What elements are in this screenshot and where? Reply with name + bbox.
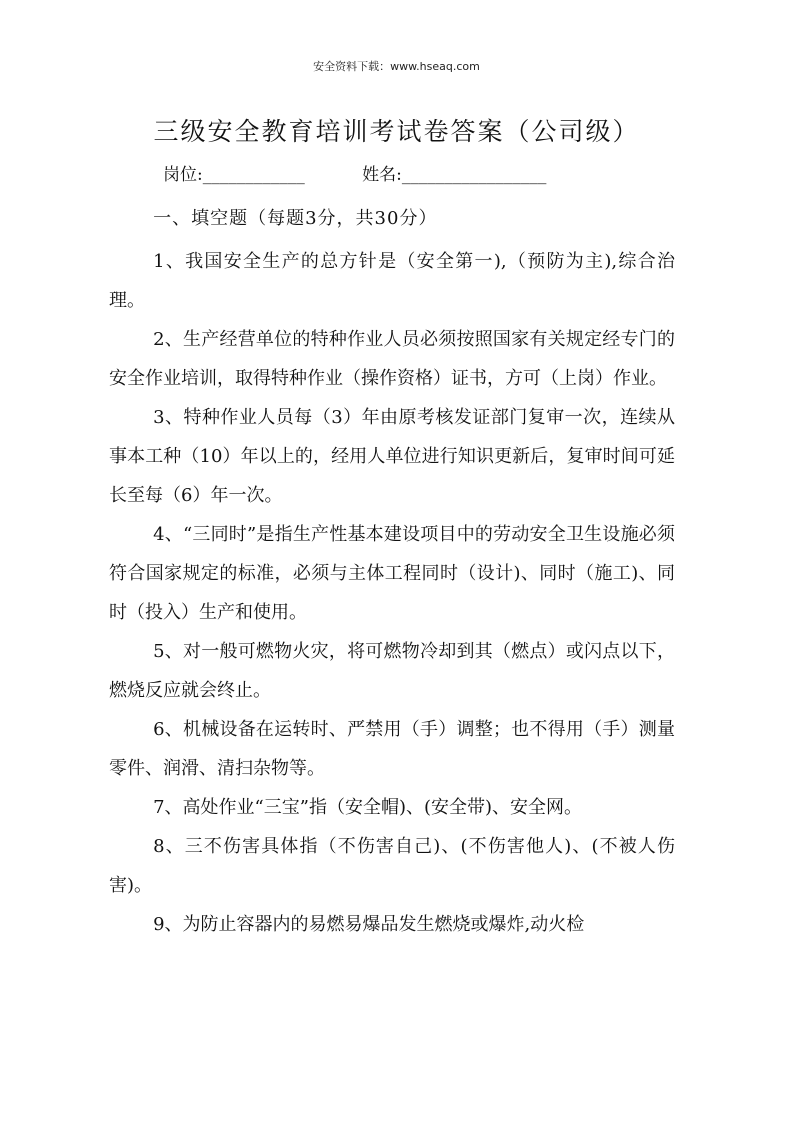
question-3: 3、特种作业人员每（3）年由原考核发证部门复审一次，连续从事本工种（10）年以上的，经用人单位进行知识更新后，复审时间可延长至每（6）年一次。: [109, 407, 675, 506]
question-9: 9、为防止容器内的易燃易爆品发生燃烧或爆炸,动火检: [153, 914, 585, 935]
question-1: 1、我国安全生产的总方针是（安全第一),（预防为主),综合治理。: [109, 251, 675, 311]
question-8: 8、三不伤害具体指（不伤害自己)、(不伤害他人)、(不被人伤害)。: [109, 836, 675, 896]
info-fields: [163, 160, 546, 185]
document-title: 三级安全教育培训考试卷答案（公司级）: [153, 117, 640, 146]
question-4: 4、“三同时”是指生产性基本建设项目中的劳动安全卫生设施必须符合国家规定的标准，必须与主体工程同时（设计)、同时（施工)、同时（投入）生产和使用。: [109, 524, 675, 623]
question-2: 2、生产经营单位的特种作业人员必须按照国家有关规定经专门的安全作业培训，取得特种作业（操作资格）证书，方可（上岗）作业。: [109, 329, 675, 389]
question-5: 5、对一般可燃物火灾，将可燃物冷却到其（燃点）或闪点以下，燃烧反应就会终止。: [109, 641, 675, 701]
document-body: [109, 199, 675, 944]
post-field: 岗位:____________: [163, 165, 305, 185]
page-header: 安全资料下载：www.hseaq.com: [313, 60, 480, 73]
question-6: 6、机械设备在运转时、严禁用（手）调整；也不得用（手）测量零件、润滑、清扫杂物等。: [109, 719, 675, 779]
section-heading: 一、填空题（每题3分，共30分）: [153, 208, 438, 229]
name-field: 姓名:_________________: [362, 165, 547, 185]
question-7: 7、高处作业“三宝”指（安全帽)、(安全带)、安全网。: [153, 797, 583, 818]
